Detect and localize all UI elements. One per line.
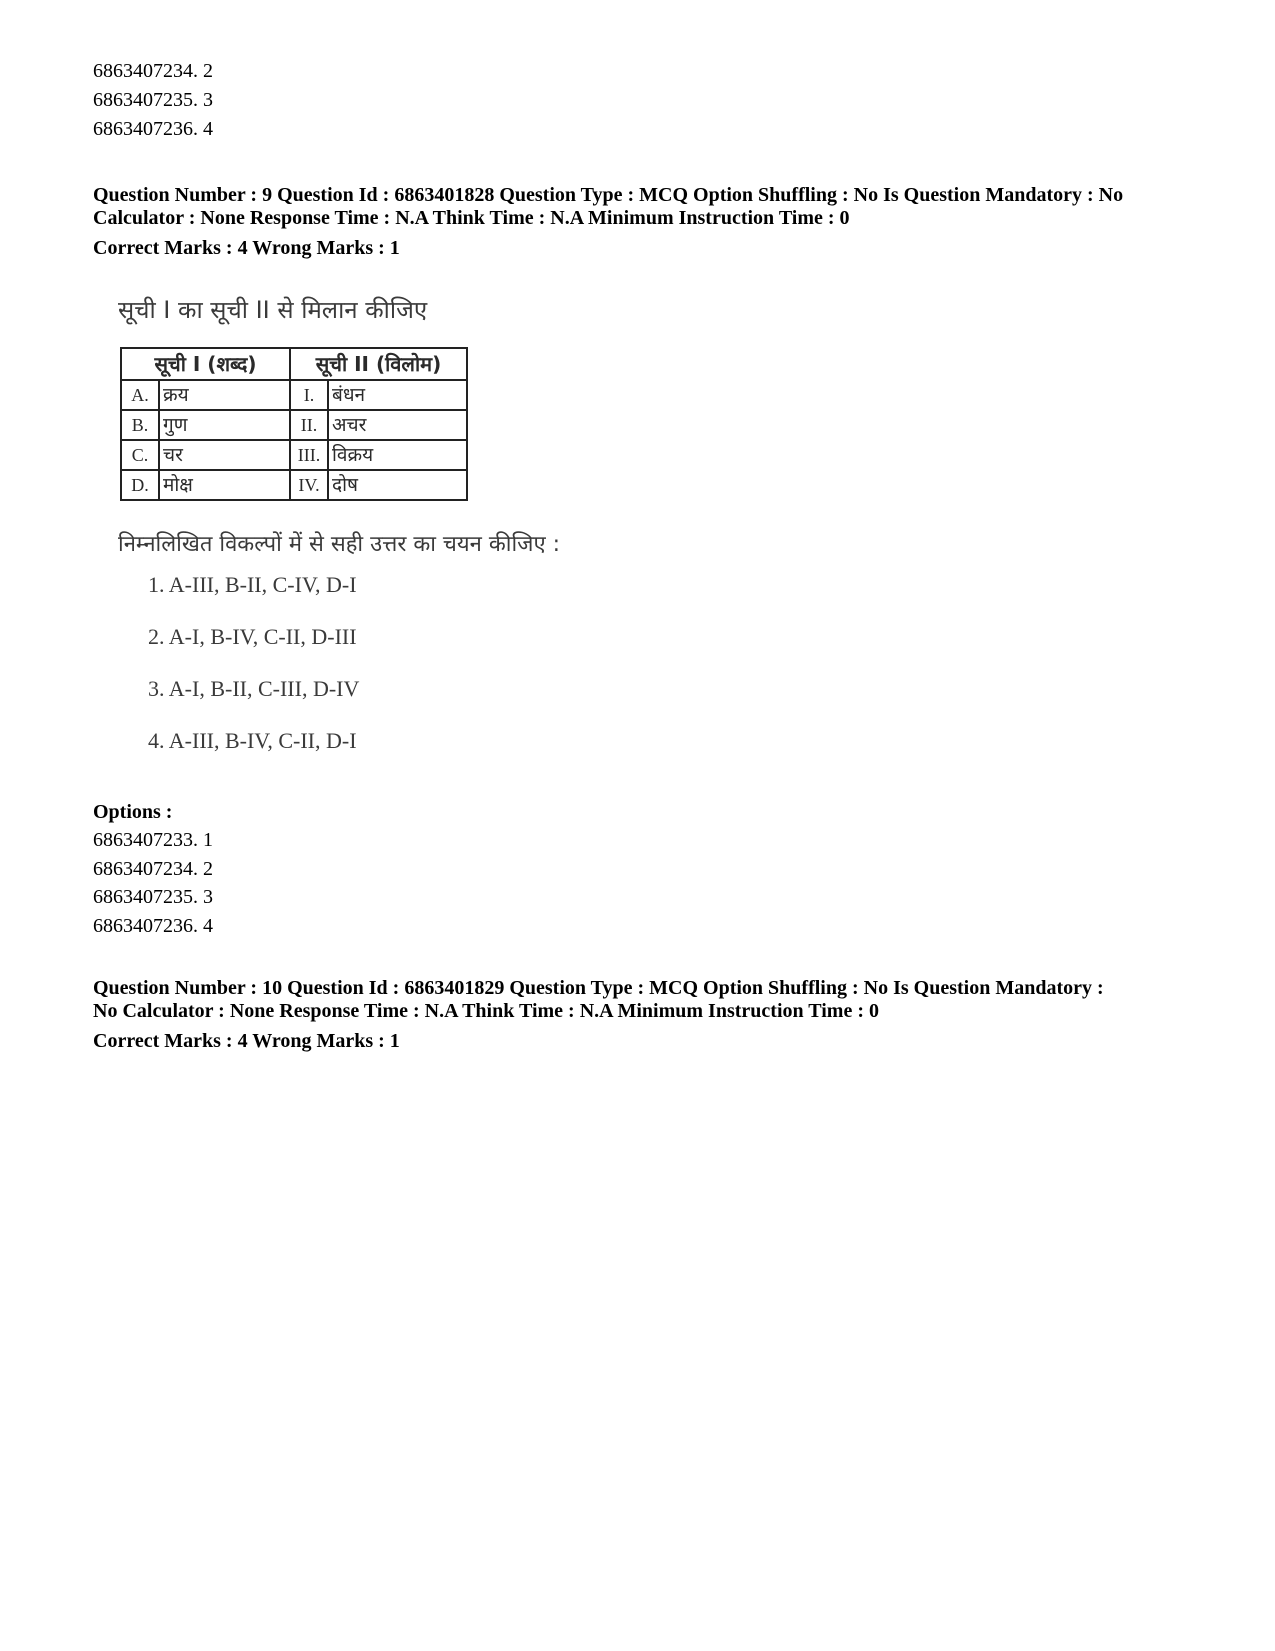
table-row bbox=[121, 470, 467, 500]
q9-choice-4: 4. A-III, B-IV, C-II, D-I bbox=[148, 728, 357, 753]
col2-header: सूची II (विलोम) bbox=[290, 348, 467, 380]
q9-choice-2: 2. A-I, B-IV, C-II, D-III bbox=[148, 624, 357, 649]
q10-header-line1: Question Number : 10 Question Id : 6863401829 Question Type : MCQ Option Shuffling : No Is Question Mandatory : bbox=[93, 977, 1104, 999]
row-label-ii: II. bbox=[290, 410, 328, 440]
row-word-c: चर bbox=[159, 440, 290, 470]
prev-option-3: 6863407235. 3 bbox=[93, 89, 213, 111]
q10-marks: Correct Marks : 4 Wrong Marks : 1 bbox=[93, 1030, 400, 1052]
table-header-row bbox=[121, 348, 467, 380]
row-antonym-ii: अचर bbox=[328, 410, 467, 440]
row-label-b: B. bbox=[121, 410, 159, 440]
row-antonym-iv: दोष bbox=[328, 470, 467, 500]
q9-marks: Correct Marks : 4 Wrong Marks : 1 bbox=[93, 237, 400, 259]
table-row bbox=[121, 380, 467, 410]
row-label-c: C. bbox=[121, 440, 159, 470]
q9-match-table bbox=[120, 347, 468, 501]
q9-question-image bbox=[93, 276, 653, 786]
q9-choice-3: 3. A-I, B-II, C-III, D-IV bbox=[148, 676, 360, 701]
q9-instruction: निम्नलिखित विकल्पों में से सही उत्तर का चयन कीजिए : bbox=[118, 532, 561, 557]
col1-header: सूची I (शब्द) bbox=[121, 348, 290, 380]
table-row bbox=[121, 440, 467, 470]
table-row bbox=[121, 410, 467, 440]
q9-option-1: 6863407233. 1 bbox=[93, 829, 213, 851]
prev-option-4: 6863407236. 4 bbox=[93, 118, 213, 140]
q9-option-4: 6863407236. 4 bbox=[93, 915, 213, 937]
row-label-a: A. bbox=[121, 380, 159, 410]
row-word-d: मोक्ष bbox=[159, 470, 290, 500]
row-label-iv: IV. bbox=[290, 470, 328, 500]
row-label-i: I. bbox=[290, 380, 328, 410]
row-antonym-iii: विक्रय bbox=[328, 440, 467, 470]
prev-option-2: 6863407234. 2 bbox=[93, 60, 213, 82]
q9-prompt: सूची I का सूची II से मिलान कीजिए bbox=[118, 296, 428, 324]
row-label-iii: III. bbox=[290, 440, 328, 470]
q9-header-line2: Calculator : None Response Time : N.A Think Time : N.A Minimum Instruction Time : 0 bbox=[93, 207, 850, 229]
q9-choice-1: 1. A-III, B-II, C-IV, D-I bbox=[148, 572, 357, 597]
row-word-a: क्रय bbox=[159, 380, 290, 410]
row-antonym-i: बंधन bbox=[328, 380, 467, 410]
q9-option-2: 6863407234. 2 bbox=[93, 858, 213, 880]
q9-option-3: 6863407235. 3 bbox=[93, 886, 213, 908]
q9-options-label: Options : bbox=[93, 801, 173, 823]
row-label-d: D. bbox=[121, 470, 159, 500]
q10-header-line2: No Calculator : None Response Time : N.A Think Time : N.A Minimum Instruction Time : 0 bbox=[93, 1000, 879, 1022]
row-word-b: गुण bbox=[159, 410, 290, 440]
q9-header-line1: Question Number : 9 Question Id : 6863401828 Question Type : MCQ Option Shuffling : No Is Question Mandatory : No bbox=[93, 184, 1124, 206]
